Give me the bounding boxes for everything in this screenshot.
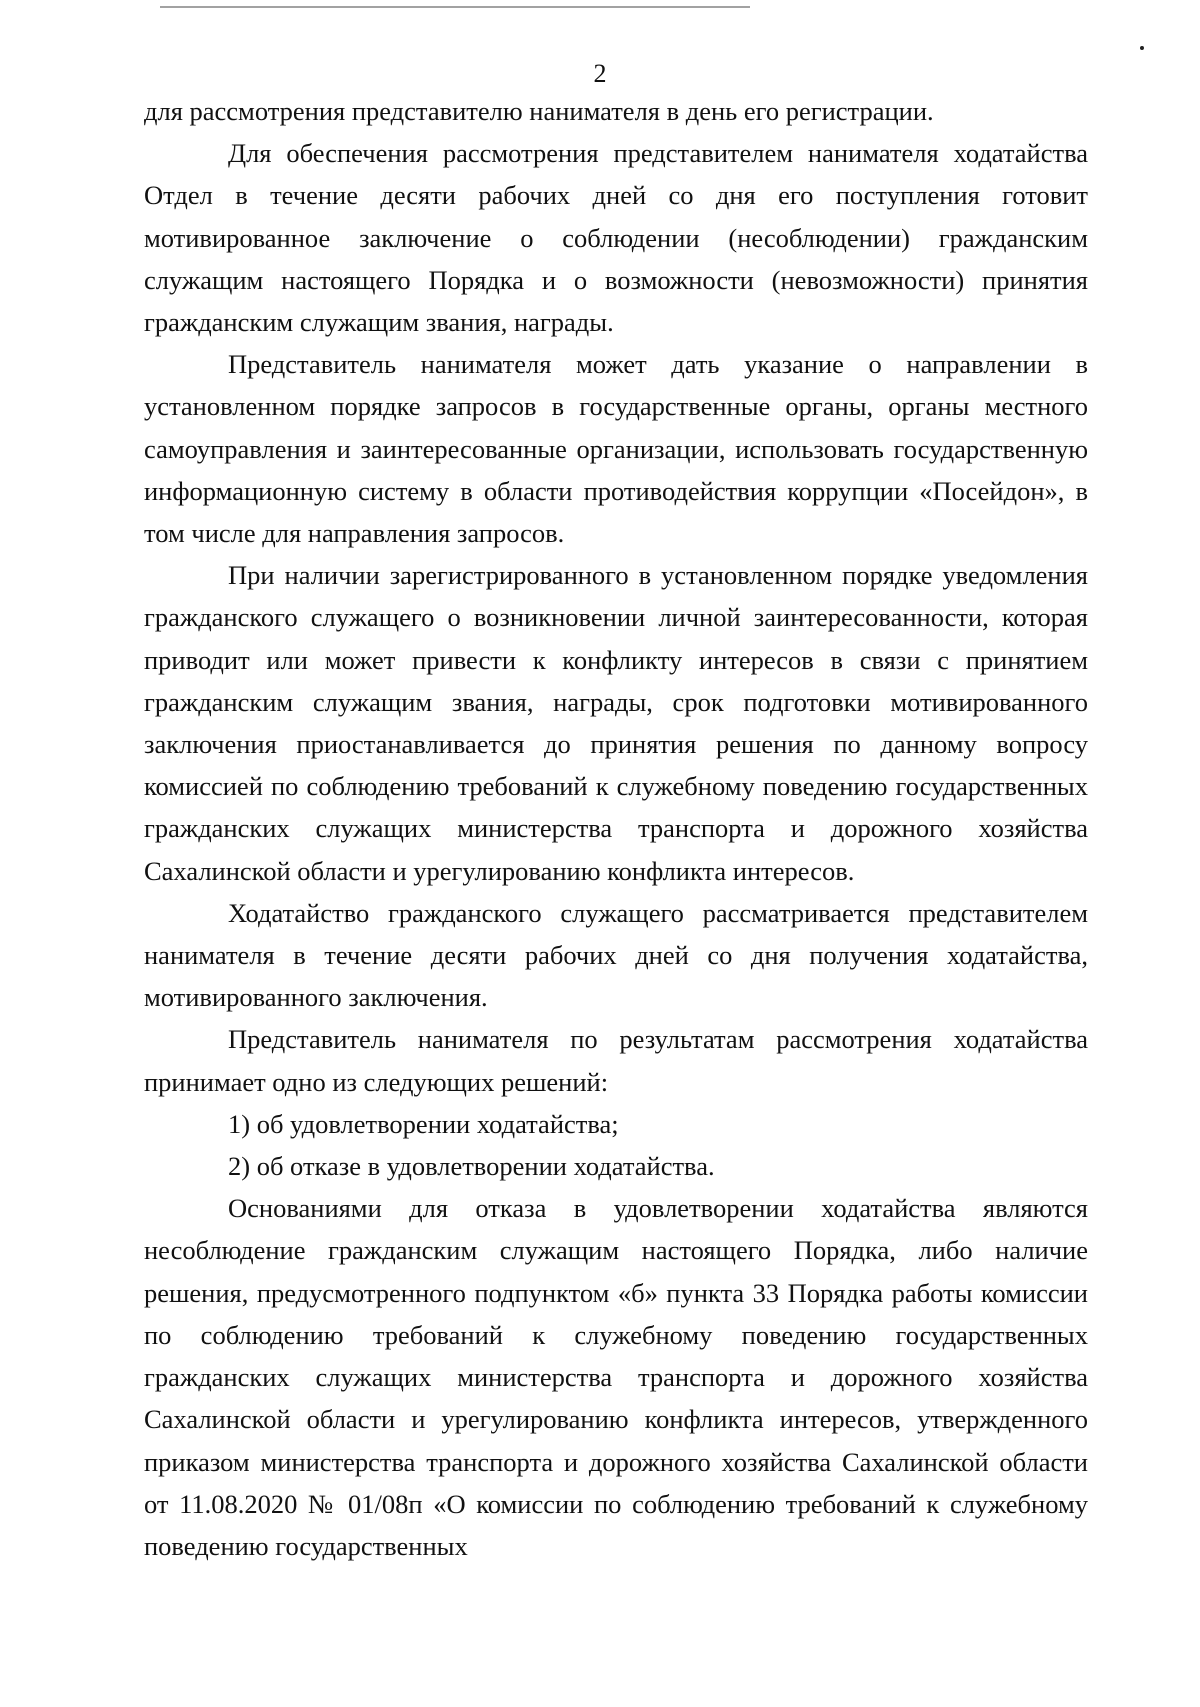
decision-item-approve: 1) об удовлетворении ходатайства;	[228, 1108, 619, 1139]
decision-item-refuse: 2) об отказе в удовлетворении ходатайства.	[228, 1151, 715, 1182]
paragraph-conflict-of-interest: При наличии зарегистрированного в установленном порядке уведомления гражданского служащего о возникновении личной заинтересованности, которая приводит или может привести к конфликту интересов в связи с принятием гражданским служащим звания, награды, срок подготовки мотивированного заключения приостанавливается до принятия решения по данному вопросу комиссией по соблюдению требований к служебному поведению государственных гражданских служащих министерства транспорта и дорожного хозяйства Сахалинской области и урегулированию конфликта интересов.	[144, 560, 1088, 886]
document-body	[144, 90, 1088, 1567]
paragraph-continuation: для рассмотрения представителю нанимателя в день его регистрации.	[144, 96, 934, 126]
paragraph-conclusion-preparation: Для обеспечения рассмотрения представителем нанимателя ходатайства Отдел в течение десяти рабочих дней со дня его поступления готовит мотивированное заключение о соблюдении (несоблюдении) гражданским служащим настоящего Порядка и о возможности (невозможности) принятия гражданским служащим звания, награды.	[144, 138, 1088, 338]
paragraph-requests: Представитель нанимателя может дать указание о направлении в установленном порядке запросов в государственные органы, органы местного самоуправления и заинтересованные организации, использовать государственную информационную систему в области противодействия коррупции «Посейдон», в том числе для направления запросов.	[144, 349, 1088, 549]
paragraph-review-period: Ходатайство гражданского служащего рассматривается представителем нанимателя в течение десяти рабочих дней со дня получения ходатайства, мотивированного заключения.	[144, 897, 1088, 1013]
scan-speck	[1140, 46, 1144, 50]
scan-top-edge-line	[160, 6, 750, 8]
paragraph-decisions-intro: Представитель нанимателя по результатам рассмотрения ходатайства принимает одно из следующих решений:	[144, 1024, 1088, 1097]
paragraph-refusal-grounds: Основаниями для отказа в удовлетворении ходатайства являются несоблюдение гражданским служащим настоящего Порядка, либо наличие решения, предусмотренного подпунктом «б» пункта 33 Порядка работы комиссии по соблюдению требований к служебному поведению государственных гражданских служащих министерства транспорта и дорожного хозяйства Сахалинской области и урегулированию конфликта интересов, утвержденного приказом министерства транспорта и дорожного хозяйства Сахалинской области от 11.08.2020 № 01/08п «О комиссии по соблюдению требований к служебному поведению государственных	[144, 1193, 1088, 1561]
page-number: 2	[593, 59, 607, 88]
